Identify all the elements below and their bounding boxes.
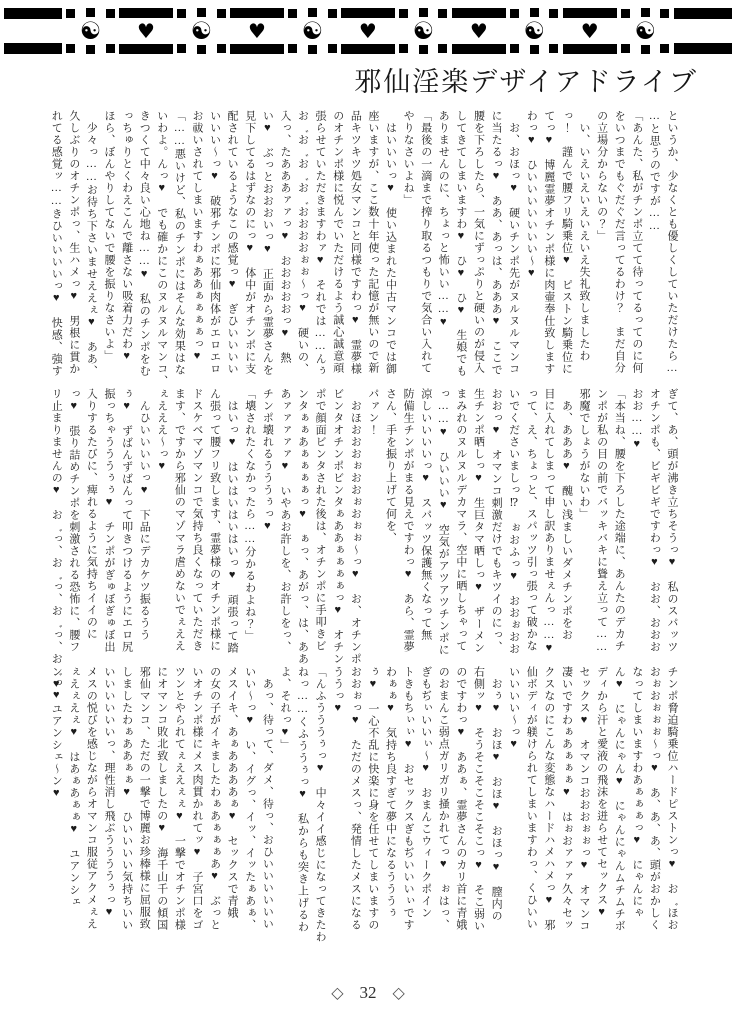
text-column: あっ、待って、ダメ、待っ、おひいいいいいい xyxy=(261,666,274,930)
heart-icon: ♥ xyxy=(358,19,377,43)
text-column: っ！ 謹んで腰フリ騎乗位♥ ピストン騎乗位に xyxy=(560,110,573,375)
bracket-bars xyxy=(674,8,732,54)
square-mark xyxy=(438,44,447,53)
text-column: オチンポも、ビギビギですわっ♥ おお、おおお xyxy=(648,388,661,653)
text-column: に当たるっ♥ ああ、あっは、あああ♥ ここで xyxy=(490,110,503,376)
bar-mark xyxy=(563,8,617,18)
page-number-value: 32 xyxy=(359,983,377,1002)
text-column: おほおおおぉおおぉおぉぉ～っ♥ お、オチンポ xyxy=(349,388,362,665)
square-mark xyxy=(288,44,297,53)
text-column: 右側ッ♥ そうそこそこそこそこっ♥ そこ弱い xyxy=(472,666,485,932)
square-mark xyxy=(106,44,115,53)
square-mark xyxy=(66,44,75,53)
bar-mark xyxy=(119,44,173,54)
text-column: 防備生チンポがまる見えですわっ♥ あら、霊夢 xyxy=(402,388,415,653)
text-column: おぅ♥ おほ♥ おほ♥ おほっ♥ 膣内の xyxy=(490,666,503,922)
decorative-border xyxy=(4,8,732,54)
text-column: おお……♥ xyxy=(630,388,643,451)
text-column: い、いえいえいえいえいえ失礼致しましたわ xyxy=(578,110,591,362)
text-column: ぅ♥ 一心不乱に快楽に身を任せてしまいますの xyxy=(366,666,379,931)
heart-cell xyxy=(119,8,173,54)
text-column: っ♥ 張り詰めチンポを刺激される恐怖に、腰フ xyxy=(67,388,80,653)
heart-cell xyxy=(230,8,284,54)
dots-cell xyxy=(177,8,186,54)
text-column: というか、少なくとも優しくしていただけたら… xyxy=(666,110,678,375)
text-column: てっ♥ 博麗霊夢オチンポ様に肉壷奉仕致します xyxy=(542,110,555,375)
text-column: っ……♥ ひいいい♥ 空気がアツアツチンポに xyxy=(437,388,450,656)
heart-icon: ♥ xyxy=(469,19,488,43)
yin-yang-icon: ☯ xyxy=(412,17,435,45)
text-column: ぎて、あ、頭が沸き立ちそうっ♥ 私のスパッツ xyxy=(666,388,678,653)
text-column: んひいいいいっ♥ 下品にデカケツ振るうう xyxy=(138,388,151,641)
square-mark xyxy=(621,44,630,53)
dots-cell xyxy=(66,8,75,54)
square-mark xyxy=(419,45,428,54)
text-column: よ、それっ♥」 xyxy=(278,666,291,751)
yin-yang-icon: ☯ xyxy=(301,17,324,45)
square-mark xyxy=(86,8,95,17)
square-mark xyxy=(641,8,650,17)
yin-yang-cell xyxy=(80,8,102,54)
square-mark xyxy=(106,9,115,18)
text-column: ありませんのに、ちょっと怖いい……♥ xyxy=(437,110,450,329)
text-column: ン♥ ユアンシェ～ン♥ xyxy=(50,666,63,800)
page-number xyxy=(0,983,736,1003)
bar-mark xyxy=(452,8,506,18)
text-column: まみれのヌルヌルデカマラ、空中に晒しちゃって xyxy=(454,388,467,652)
heart-icon: ♥ xyxy=(580,19,599,43)
diamond-icon: ◇ xyxy=(331,985,344,1002)
yin-yang-icon: ☯ xyxy=(634,17,656,45)
text-column: なってしまいますわあぁぁぁっ♥ にゃんにゃ xyxy=(630,666,643,919)
yin-yang-cell xyxy=(524,8,546,54)
text-column: ツンとやられてぇええぇぇ♥ 一撃でオチンポ様 xyxy=(173,666,186,931)
square-mark xyxy=(177,9,186,18)
text-column: いいい～っ♥ 破邪チンポに邪仙肉体がエロエロ xyxy=(208,110,221,375)
bar-mark xyxy=(230,44,284,54)
square-mark xyxy=(549,44,558,53)
text-column: 目に入れてしまって申し訳ありませぇんっ……♥ xyxy=(542,388,555,655)
text-column: 振っちゃうううぅぅ♥ チンポがぎゅぼぎゅぼ出 xyxy=(103,388,115,653)
text-column: の女の子がイキましたわぁあぁぁぁあ♥ ぶっと xyxy=(208,666,221,931)
text-column: にオマンコ敗北致しましたの♥ 海千山千の傾国 xyxy=(155,666,168,931)
text-column: いオチンポ様にメス肉貫かれてッ♥ 子宮口をゴ xyxy=(190,666,203,931)
text-column: 座いますが、ここ数十年使った記憶が無いので新 xyxy=(366,110,379,374)
dots-cell xyxy=(328,8,337,54)
square-mark xyxy=(177,44,186,53)
yin-yang-cell xyxy=(634,8,656,54)
square-mark xyxy=(510,44,519,53)
square-mark xyxy=(308,45,317,54)
text-column: おおっ♥ オマンコ刺激だけでもキツイのにっ、 xyxy=(490,388,503,653)
text-column: きつくて中々良い心地ね……♥ 私のチンポをむ xyxy=(138,110,151,377)
square-mark xyxy=(197,45,206,54)
text-column: いでくださいましっ⁉ ぉおふっ♥ おおぉおお xyxy=(507,388,520,655)
text-column: って、え、ちょっと、スパッツ引っ張って破かな xyxy=(525,388,538,652)
square-mark xyxy=(641,45,650,54)
text-column: おおぉっ♥ ただのメスっ、発情したメスになる xyxy=(349,666,362,931)
text-column: メスイキ、あぁああああぁ♥ セックスで青娥 xyxy=(226,666,239,919)
text-column: ドスケベマゾマンコで気持ち良くなっていただき xyxy=(190,388,203,652)
square-mark xyxy=(288,9,297,18)
text-column: 「最後の一滴まで搾り取るつもりで気合い入れて xyxy=(419,110,432,374)
text-block-3 xyxy=(47,666,680,948)
text-column: 生チンポ晒しっ♥ 生巨タマ晒しっ♥ ザーメン xyxy=(472,388,485,654)
square-mark xyxy=(510,9,519,18)
yin-yang-cell xyxy=(191,8,213,54)
text-column: チンポ壊れるうううぅっ♥ xyxy=(261,388,274,533)
text-column: 邪仙マンコ、ただの一撃で博麗お珍棒様に屈服致 xyxy=(138,666,151,930)
bracket-bars xyxy=(4,8,62,54)
text-column: ポで顔面ビンタされた後は、オチンポに手叩きビ xyxy=(314,388,327,652)
dots-cell xyxy=(660,8,669,54)
text-column: クスなのにこんな変態なハードハメハメっ♥ 邪 xyxy=(542,666,555,931)
text-column: 凄いですわぁあぁぁぁ♥ はぉおァァァ久々セッ xyxy=(560,666,573,931)
text-column: しましたわぁああぁぁ♥ ひいいいい気持ちいい xyxy=(120,666,133,931)
diamond-icon: ◇ xyxy=(392,985,405,1002)
square-mark xyxy=(217,9,226,18)
text-column: の立場分からないの？」 xyxy=(595,110,608,242)
square-mark xyxy=(621,9,630,18)
text-column: トきもちぃぃ♥ おセックスぎもぢいいいぃです xyxy=(402,666,415,931)
text-column: やりなさいよね」 xyxy=(402,110,415,206)
text-column: お゛お゛お゛お゛おおおおぉぉ～っ♥ 硬いの、 xyxy=(296,110,309,375)
bar-mark xyxy=(341,8,395,18)
text-column: さん、手を振り上げて何を、 xyxy=(384,388,397,544)
text-column: のおまんこ弱点ガリガリ掻かれてっ♥ ぉはっ、 xyxy=(437,666,450,931)
text-column: ぇえぇえぇ♥ はあぁあぁぁ♥ ユアンシェ xyxy=(67,666,80,908)
dots-cell xyxy=(438,8,447,54)
square-mark xyxy=(660,44,669,53)
square-mark xyxy=(86,45,95,54)
yin-yang-icon: ☯ xyxy=(79,17,102,45)
square-mark xyxy=(438,9,447,18)
heart-cell xyxy=(452,8,506,54)
text-column: あ、あああ♥ 醜い浅ましいダメチンポをお xyxy=(560,388,573,641)
text-column: 配されているようなこの感覚っ♥ ぎひいいいい xyxy=(226,110,239,375)
bar-mark xyxy=(341,44,395,54)
text-column: セックス♥ オマンコおおおぉぉっ♥ オマンコ xyxy=(578,666,591,932)
page-title: 邪仙淫楽デザイアドライブ xyxy=(354,67,698,97)
text-column: パァン！ xyxy=(366,388,379,436)
dots-cell xyxy=(399,8,408,54)
yin-yang-cell xyxy=(413,8,435,54)
text-column: ンポが私の目の前でバッキバキに聳え立って…… xyxy=(595,388,608,654)
square-mark xyxy=(530,8,539,17)
square-mark xyxy=(399,9,408,18)
text-column: リ止まりませんの♥ お゛っ、お゛っ、お゛っ、お゛っ♥ xyxy=(50,388,63,702)
text-column: い♥ ぶっとおおおいっ♥ 正面から霊夢さんを xyxy=(261,110,274,376)
text-column: お、おほっ♥ 硬いチンポ先がヌルヌルマンコ xyxy=(507,110,520,375)
text-column: ん♥ にゃんにゃん♥ にゃんにゃんムチムチボ xyxy=(613,666,626,932)
heart-icon: ♥ xyxy=(247,19,266,43)
text-column: のですわっ♥ ああぁ、霊夢さんのカリ首に青娥 xyxy=(454,666,467,931)
square-mark xyxy=(419,8,428,17)
text-column: れてる感覚ッ……きひいいいいっ♥ 快感、強す xyxy=(50,110,63,377)
square-mark xyxy=(328,9,337,18)
dots-cell xyxy=(288,8,297,54)
text-column: をいつまでもぐだぐだ言ってるわけ？ まだ自分 xyxy=(613,110,626,374)
square-mark xyxy=(530,45,539,54)
yin-yang-icon: ☯ xyxy=(523,17,546,45)
text-column: はいいいっ♥ 使い込まれた中古マンコでは御 xyxy=(384,110,397,375)
bar-mark xyxy=(230,8,284,18)
square-mark xyxy=(66,9,75,18)
text-column: ぎもぢぃいいぃ～♥ おまんこウィークポイン xyxy=(419,666,432,919)
text-column: あァァァァァ♥ いやあお許しを、お許しをっ、 xyxy=(278,388,291,653)
dots-cell xyxy=(549,8,558,54)
yin-yang-icon: ☯ xyxy=(190,17,213,45)
square-mark xyxy=(308,8,317,17)
heart-cell xyxy=(341,8,395,54)
text-column: 「壊されたくなかったら……分かるわよね？」 xyxy=(243,388,256,642)
text-column: いいいい～っ♥ xyxy=(507,666,520,751)
bar-mark xyxy=(563,44,617,54)
dots-cell xyxy=(510,8,519,54)
text-column: ほら、ぼんやりしてないで腰を振りなさいよ」 xyxy=(103,110,115,362)
text-column: ンタぁぁあぁぁぁぁっ♥ ぁっ、あがっ、は、ああ xyxy=(296,388,309,665)
text-column: 入っ、たあああァァっ♥ おおおおおっ♥ 熱 xyxy=(278,110,291,364)
bar-mark xyxy=(452,44,506,54)
text-column: ビンタオチンポビンタぁああぁぁぁぁっ♥ オチン xyxy=(331,388,344,665)
text-column: 腰を下ろしたら、一気にずっぷりと硬いのが侵入 xyxy=(472,110,485,374)
text-column: いわよ。んっ♥ でも確かにこのヌルヌルマンコ、 xyxy=(155,110,168,387)
text-column: 「……悪いけど、私のチンポにはそんな効果はな xyxy=(173,110,186,376)
text-column: 久しぶりのオチンポっ、生ハメっ♥ 男根に貫か xyxy=(67,110,80,375)
text-column: 涼しいいいいっ♥ スパッツ保護無くなって無 xyxy=(419,388,432,641)
heart-icon: ♥ xyxy=(136,19,155,43)
text-column: いいいいいいっ、理性消し飛ぶううううぅっ♥ xyxy=(103,666,115,919)
text-column: ぇえええ～っ♥ xyxy=(155,388,168,473)
text-column: ディから汗と愛液の飛沫を迸らせてセックス♥ xyxy=(595,666,608,919)
text-column: わっ♥ ひいいいいいいい～♥ xyxy=(525,110,538,280)
text-column: 張らせていただきますわァ♥ それでは……んぅ xyxy=(314,110,327,377)
text-column: …と思うのですが…… xyxy=(648,110,661,233)
text-column: 「あんた、私がチンポ立てて待ってるってのに何 xyxy=(630,110,643,374)
yin-yang-cell xyxy=(302,8,324,54)
square-mark xyxy=(217,44,226,53)
text-column: ねっ……くふううぅっ♥ 私からも突き上げるわ xyxy=(296,666,309,933)
text-column: 仙ボディが躾けられてしまいますわっ、くひいい xyxy=(525,666,538,930)
square-mark xyxy=(660,9,669,18)
text-column: ぅ♥ ずばんずばんって叩きつけるようにエロ尻 xyxy=(120,388,133,653)
text-column: お祓いされてしまいますわぁああぁぁぁぁっ♥ xyxy=(190,110,203,363)
text-column: 少々っ……お待ち下さいませええぇ♥ ああ、 xyxy=(85,110,98,377)
square-mark xyxy=(399,44,408,53)
heart-cell xyxy=(563,8,617,54)
text-column: はいっ♥ はいはいはいはいっ♥ 頑張って踏 xyxy=(226,388,239,654)
square-mark xyxy=(328,44,337,53)
text-column: 入りするたびに、痺れるように気持ちイイのに xyxy=(85,388,98,640)
square-mark xyxy=(549,9,558,18)
text-column: してきてしまいますわ♥ ひ♥ ひ♥ 生娘でも xyxy=(454,110,467,377)
text-column: ます、ですから邪仙のマゾマラ虐めないでぇええ xyxy=(173,388,186,652)
text-column: 見下してるはずなのにっ♥ 体中がオチンポに支 xyxy=(243,110,256,375)
text-block-1 xyxy=(47,110,680,392)
dots-cell xyxy=(106,8,115,54)
text-column: いい～っ♥ い、イグっ、イッ、イッたぁあぁ、 xyxy=(243,666,256,931)
text-column: わぁぁ♥ 気持ち良すぎて夢中になるうううぅ xyxy=(384,666,397,919)
text-column: っちゅりとくわえこんで離さない吸着力だわ♥ xyxy=(120,110,133,363)
dots-cell xyxy=(217,8,226,54)
bar-mark xyxy=(119,8,173,18)
text-column: 「本当ね、腰を下ろした途端に、あんたのデカチ xyxy=(613,388,626,652)
square-mark xyxy=(197,8,206,17)
text-column: メスの悦びを感じながらオマンコ服従アクメぇえ xyxy=(85,666,98,930)
text-column: チンポ脅迫騎乗位ハードピストンっ♥ お゛ほお xyxy=(666,666,678,931)
text-column: 「んふうううぅっ♥ 中々イイ感じになってきたわ xyxy=(314,666,327,943)
dots-cell xyxy=(621,8,630,54)
text-column: 邪魔でしょうがないわ」 xyxy=(578,388,591,520)
text-column: おぉおぉぉぉ～っ♥ あ、あ、あ、頭がおかしく xyxy=(648,666,661,931)
text-column: ううっ♥ xyxy=(331,666,344,715)
text-column: ん張って腰フリ致します、霊夢様のオチンポ様に xyxy=(208,388,221,652)
text-column: のオチンポ様に悦んでいただけるよう誠心誠意頑 xyxy=(331,110,344,374)
text-column: 品キツキツ処女マンコと同様ですわっ♥ 霊夢様 xyxy=(349,110,362,375)
